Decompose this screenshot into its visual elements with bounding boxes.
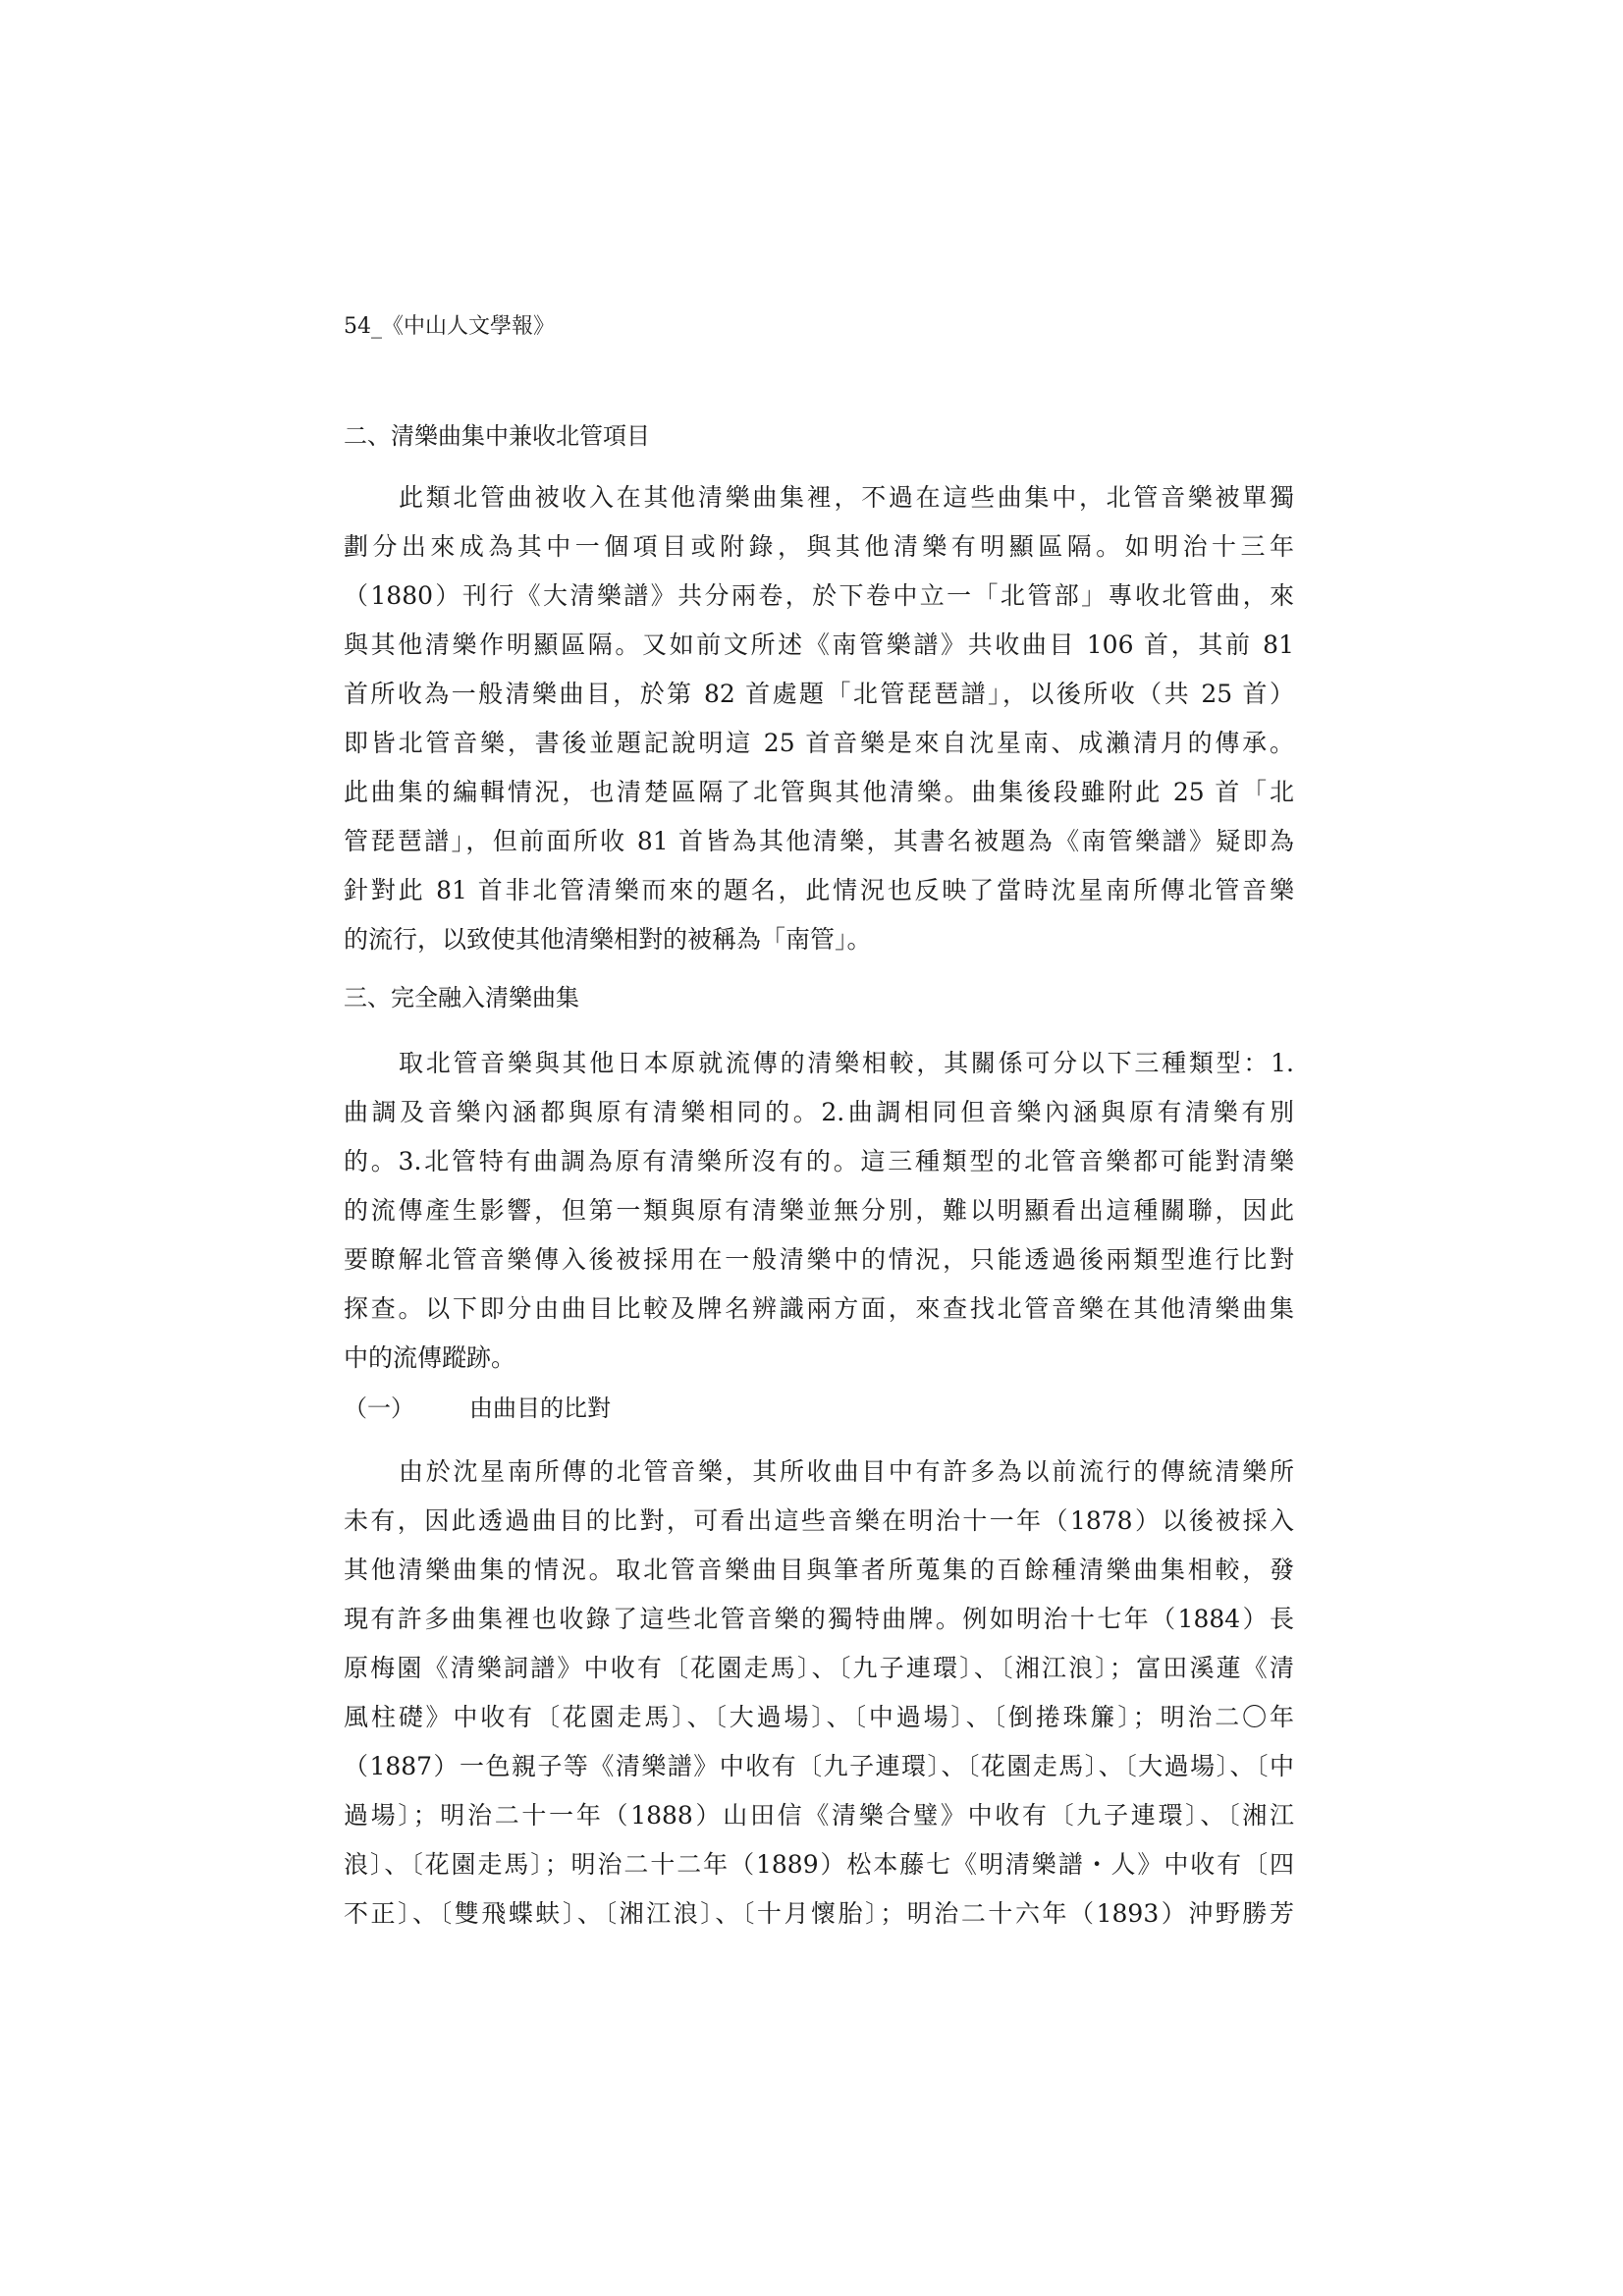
paragraph-line: 首所收為一般清樂曲目，於第 82 首處題「北管琵琶譜」，以後所收（共 25 首） (344, 680, 1294, 708)
section-heading-2: 二、清樂曲集中兼收北管項目 (344, 422, 650, 450)
paragraph-line: 劃分出來成為其中一個項目或附錄，與其他清樂有明顯區隔。如明治十三年 (344, 532, 1294, 561)
paragraph-line: 原梅園《清樂詞譜》中收有〔花園走馬〕、〔九子連環〕、〔湘江浪〕；富田溪蓮《清 (344, 1654, 1294, 1682)
paragraph-line: （1880）刊行《大清樂譜》共分兩卷，於下卷中立一「北管部」專收北管曲，來 (344, 581, 1294, 610)
paragraph-line: 浪〕、〔花園走馬〕；明治二十二年（1889）松本藤七《明清樂譜・人》中收有〔四 (344, 1850, 1294, 1879)
paragraph-line: 的流傳產生影響，但第一類與原有清樂並無分別，難以明顯看出這種關聯，因此 (344, 1196, 1294, 1225)
paragraph-line: 不正〕、〔雙飛蝶蚨〕、〔湘江浪〕、〔十月懷胎〕；明治二十六年（1893）沖野勝芳 (344, 1899, 1294, 1928)
paragraph-line: 與其他清樂作明顯區隔。又如前文所述《南管樂譜》共收曲目 106 首，其前 81 (344, 630, 1294, 659)
subsection-title: 由曲目的比對 (469, 1394, 611, 1422)
paragraph-line: 針對此 81 首非北管清樂而來的題名，此情況也反映了當時沈星南所傳北管音樂 (344, 876, 1294, 904)
paragraph-line: 要瞭解北管音樂傳入後被採用在一般清樂中的情況，只能透過後兩類型進行比對 (344, 1245, 1294, 1274)
paragraph-line: 取北管音樂與其他日本原就流傳的清樂相較，其關係可分以下三種類型：1. (399, 1049, 1294, 1077)
paragraph-line: 現有許多曲集裡也收錄了這些北管音樂的獨特曲牌。例如明治十七年（1884）長 (344, 1605, 1294, 1633)
subsection-number: （一） (344, 1394, 414, 1422)
paragraph-line: （1887）一色親子等《清樂譜》中收有〔九子連環〕、〔花園走馬〕、〔大過場〕、〔中 (344, 1752, 1294, 1780)
section-heading-3: 三、完全融入清樂曲集 (344, 984, 579, 1011)
paragraph-line: 未有，因此透過曲目的比對，可看出這些音樂在明治十一年（1878）以後被採入 (344, 1506, 1294, 1535)
paragraph-line: 風柱礎》中收有〔花園走馬〕、〔大過場〕、〔中過場〕、〔倒捲珠簾〕；明治二〇年 (344, 1703, 1294, 1731)
subsection-heading (344, 1393, 611, 1424)
paragraph-line: 過場〕；明治二十一年（1888）山田信《清樂合璧》中收有〔九子連環〕、〔湘江 (344, 1801, 1294, 1830)
paragraph-line: 此類北管曲被收入在其他清樂曲集裡，不過在這些曲集中，北管音樂被單獨 (399, 483, 1294, 512)
paragraph-line: 中的流傳蹤跡。 (344, 1343, 516, 1372)
running-head: 54_《中山人文學報》 (344, 314, 555, 339)
paragraph-line: 其他清樂曲集的情況。取北管音樂曲目與筆者所蒐集的百餘種清樂曲集相較，發 (344, 1556, 1294, 1584)
paragraph-line: 由於沈星南所傳的北管音樂，其所收曲目中有許多為以前流行的傳統清樂所 (399, 1457, 1294, 1486)
paragraph-line: 即皆北管音樂，書後並題記說明這 25 首音樂是來自沈星南、成瀨清月的傳承。 (344, 729, 1294, 757)
paragraph-line: 探查。以下即分由曲目比較及牌名辨識兩方面，來查找北管音樂在其他清樂曲集 (344, 1294, 1294, 1323)
paragraph-line: 曲調及音樂內涵都與原有清樂相同的。2.曲調相同但音樂內涵與原有清樂有別 (344, 1098, 1294, 1126)
paragraph-line: 的流行，以致使其他清樂相對的被稱為「南管」。 (344, 925, 872, 954)
paragraph-line: 的。3.北管特有曲調為原有清樂所沒有的。這三種類型的北管音樂都可能對清樂 (344, 1147, 1294, 1175)
paragraph-line: 此曲集的編輯情況，也清楚區隔了北管與其他清樂。曲集後段雖附此 25 首「北 (344, 778, 1294, 806)
paragraph-line: 管琵琶譜」，但前面所收 81 首皆為其他清樂，其書名被題為《南管樂譜》疑即為 (344, 827, 1294, 855)
